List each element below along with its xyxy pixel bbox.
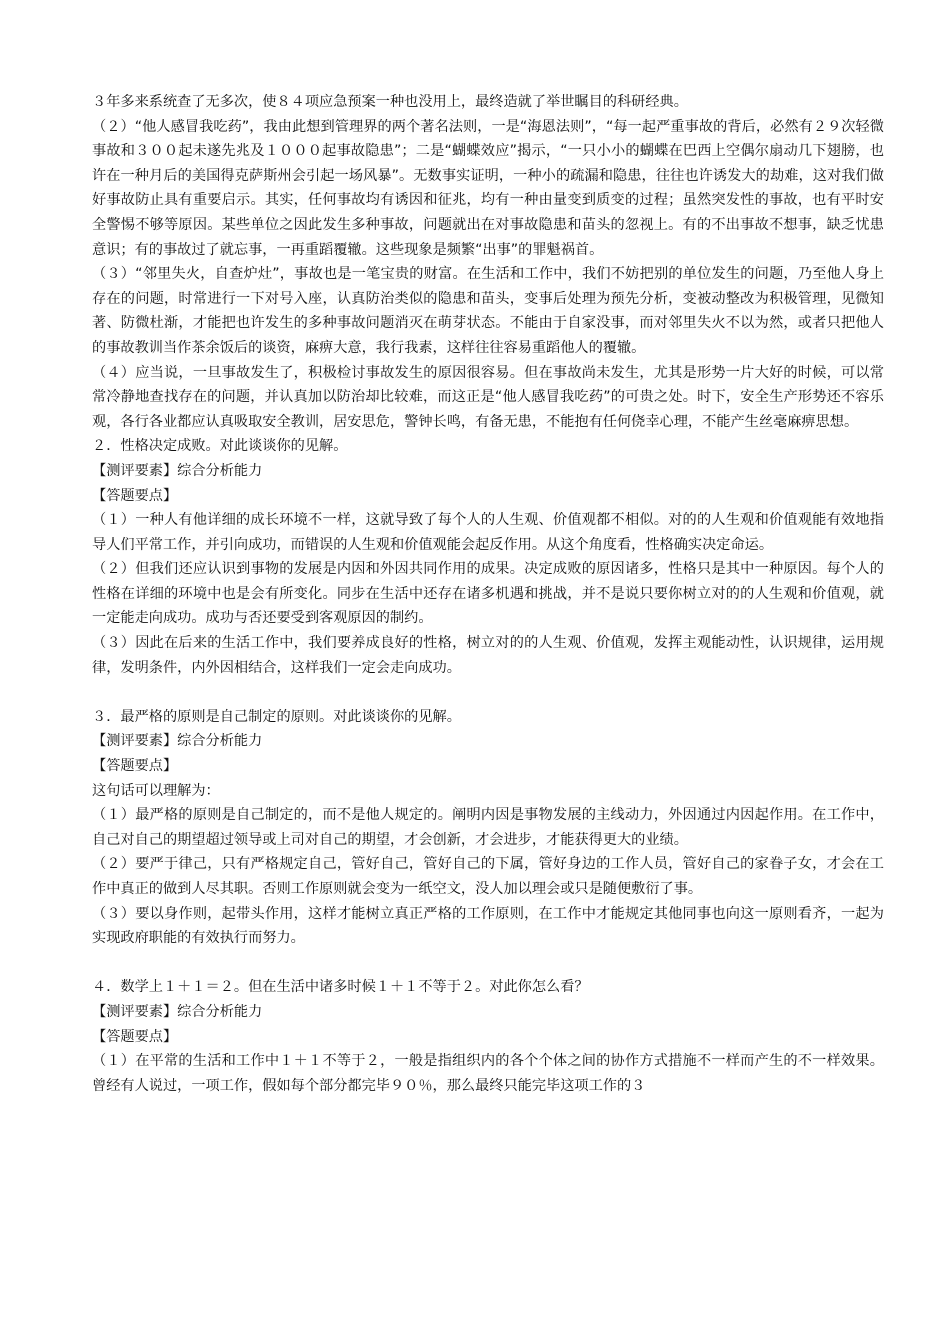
paragraph: ３年多来系统查了无多次，使８４项应急预案一种也没用上，最终造就了举世瞩目的科研经典。 — [92, 94, 688, 110]
blank-line — [92, 680, 884, 705]
paragraph: （２）“他人感冒我吃药”，我由此想到管理界的两个著名法则，一是“海恩法则”，“每一起严重事故的背后，必然有２９次轻微事故和３００起未遂先兆及１０００起事故隐患”；二是“蝴蝶效应”揭示，“一只小小的蝴蝶在巴西上空偶尔扇动几下翅膀，也许在一种月后的美国得克萨斯州会引起一场风暴”。无数事实证明，一种小的疏漏和隐患，往往也许诱发大的劫难，这对我们做好事故防止具有重要启示。其实，任何事故均有诱因和征兆，均有一种由量变到质变的过程；虽然突发性的事故，也有平时安全警惕不够等原因。某些单位之因此发生多种事故，问题就出在对事故隐患和苗头的忽视上。有的不出事故不想事，缺乏忧患意识；有的事故过了就忘事，一再重蹈覆辙。这些现象是频繁“出事”的罪魁祸首。 — [92, 118, 884, 258]
paragraph: （３）“邻里失火，自查炉灶”，事故也是一笔宝贵的财富。在生活和工作中，我们不妨把别的单位发生的问题，乃至他人身上存在的问题，时常进行一下对号入座，认真防治类似的隐患和苗头，变事后处理为预先分析，变被动整改为积极管理，见微知著、防微杜渐，才能把也许发生的多种事故问题消灭在萌芽状态。不能由于自家没事，而对邻里失火不以为然，或者只把他人的事故教训当作茶余饭后的谈资，麻痹大意，我行我素，这样往往容易重蹈他人的覆辙。 — [92, 266, 884, 356]
question-heading: ３．最严格的原则是自己制定的原则。对此谈谈你的见解。 — [92, 708, 461, 725]
paragraph: （２）但我们还应认识到事物的发展是内因和外因共同作用的成果。决定成败的原因诸多，性格只是其中一种原因。每个人的性格在详细的环境中也是会有所变化。同步在生活中还存在诸多机遇和挑战，并不是说只要你树立对的的人生观和价值观，就一定能走向成功。成功与否还要受到客观原因的制约。 — [92, 561, 884, 627]
paragraph: （１）在平常的生活和工作中１＋１不等于２，一般是指组织内的各个个体之间的协作方式措施不一样而产生的不一样效果。曾经有人说过，一项工作，假如每个部分都完毕９０％，那么最终只能完毕这项工作的３ — [92, 1053, 884, 1094]
paragraph: （３）因此在后来的生活工作中，我们要养成良好的性格，树立对的的人生观、价值观，发挥主观能动性，认识规律，运用规律，发明条件，内外因相结合，这样我们一定会走向成功。 — [92, 635, 884, 676]
answer-points-heading: 【答题要点】 — [92, 1028, 178, 1045]
evaluation-element: 【测评要素】综合分析能力 — [92, 462, 263, 479]
paragraph: （１）最严格的原则是自己制定的，而不是他人规定的。阐明内因是事物发展的主线动力，外因通过内因起作用。在工作中，自己对自己的期望超过领导或上司对自己的期望，才会创新，才会进步，才能获得更大的业绩。 — [92, 807, 884, 848]
question-heading: ４．数学上１＋１＝２。但在生活中诸多时候１＋１不等于２。对此你怎么看？ — [92, 979, 589, 996]
paragraph: （１）一种人有他详细的成长环境不一样，这就导致了每个人的人生观、价值观都不相似。对的的人生观和价值观能有效地指导人们平常工作，并引向成功，而错误的人生观和价值观能会起反作用。从这个角度看，性格确实决定命运。 — [92, 512, 884, 553]
answer-points-heading: 【答题要点】 — [92, 487, 178, 504]
paragraph: （２）要严于律己，只有严格规定自己，管好自己，管好自己的下属，管好身边的工作人员，管好自己的家眷子女，才会在工作中真正的做到人尽其职。否则工作原则就会变为一纸空文，没人加以理会或只是随便敷衍了事。 — [92, 856, 884, 897]
paragraph: （４）应当说，一旦事故发生了，积极检讨事故发生的原因很容易。但在事故尚未发生，尤其是形势一片大好的时候，可以常常冷静地查找存在的问题，并认真加以防治却比较难，而这正是“他人感冒我吃药”的可贵之处。时下，安全生产形势还不容乐观，各行各业都应认真吸取安全教训，居安思危，警钟长鸣，有备无患，不能抱有任何侥幸心理，不能产生丝毫麻痹思想。 — [92, 364, 884, 430]
blank-line — [92, 951, 884, 976]
document-page — [92, 90, 884, 1098]
evaluation-element: 【测评要素】综合分析能力 — [92, 733, 263, 750]
evaluation-element: 【测评要素】综合分析能力 — [92, 1003, 263, 1020]
answer-points-heading: 【答题要点】 — [92, 758, 178, 775]
question-heading: ２．性格决定成败。对此谈谈你的见解。 — [92, 438, 348, 455]
paragraph: （３）要以身作则，起带头作用，这样才能树立真正严格的工作原则，在工作中才能规定其他同事也向这一原则看齐，一起为实现政府职能的有效执行而努力。 — [92, 905, 884, 947]
paragraph: 这句话可以理解为： — [92, 782, 220, 799]
